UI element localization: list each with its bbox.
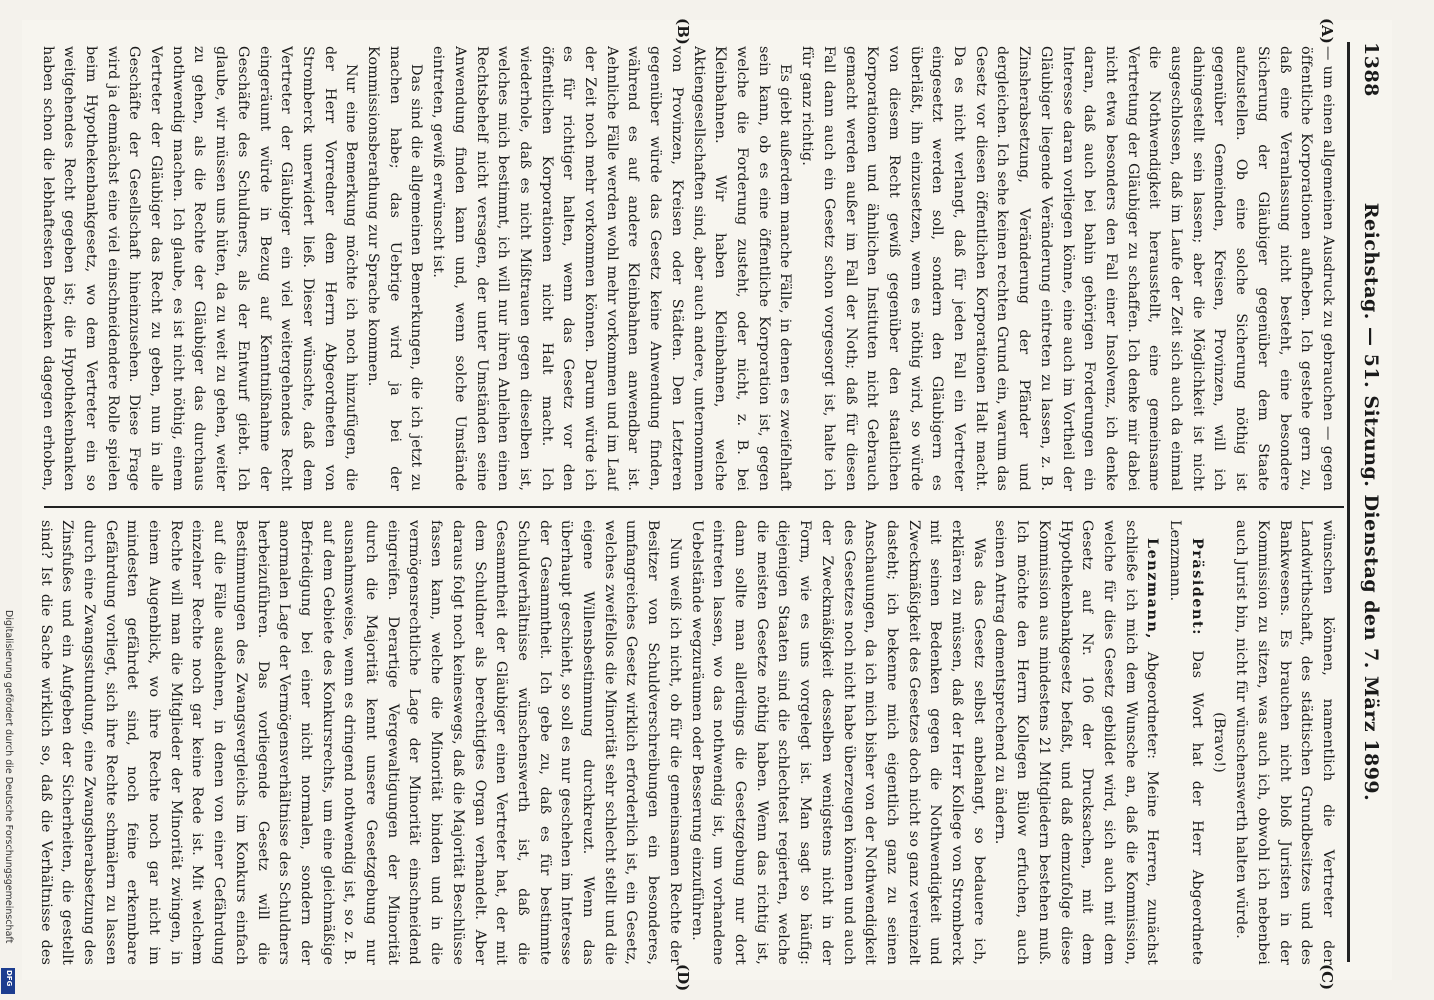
left-paragraph: Nur eine Bemerkung möchte ich noch hinzufügen, die der Herr Vorredner dem Herrn Abgeordneten von Stromberck unerwidert ließ. Dieser wünschte, daß dem Vertreter der Gläubiger ein viel weitergehendes Recht eingeräumt würde in Bezug auf Kenntnißnahme der Geschäfte des Schuldners, als der Entwurf giebt. Ich glaube, wir müssen uns hüten, da zu weit zu gehen, weiter zu gehen, als die Rechte der Gläubiger das durchaus nothwendig machen. Ich glaube, es ist nicht nöthig, einem Vertreter der Gläubiger das Recht zu geben, nun in alle Geschäfte der Gesellschaft hineinzusehen. Diese Frage wird ja demnächst eine viel einschneidendere Rolle spielen beim Hypothekenbankgesetz, wo dem Vertreter ein so weitgehendes Recht gegeben ist; die Hypothekenbanken haben schon die lebhaftesten Bedenken dagegen erhoben,	[39, 46, 360, 491]
left-paragraph: — um einen allgemeinen Ausdruck zu gebrauchen — gegen öffentliche Korporationen aufheben. Ich gestehe gern zu, daß eine Veranlassung nicht besteht, eine besondere Sicherung der Gläubiger gegenüber dem Staate aufzustellen. Ob eine solche Sicherung nöthig ist gegenüber Gemeinden, Kreisen, Provinzen, will ich dahingestellt sein lassen; aber die Möglichkeit ist nicht ausgeschlossen, daß im Laufe der Zeit sich auch da einmal die Nothwendigkeit herausstellt, eine gemeinsame Vertretung der Gläubiger zu schaffen. Ich denke mir dabei nicht etwa besonders den Fall einer Insolvenz, ich denke daran, daß auch bei bahin gehörigen Forderungen ein Interesse daran vorliegen könne, eine auch im Vortheil der Gläubiger liegende Veränderung eintreten zu lassen, z. B. Zinsherabsetzung, Veränderung der Pfänder und dergleichen. Ich sehe keinen rechten Grund ein, warum das Gesetz vor diesen öffentlichen Korporationen Halt macht. Da es nicht verlangt, daß für jeden Fall ein Vertreter eingesetzt werden soll, sondern den Gläubigern es überläßt, ihn einzusetzen, wenn es nöthig wird, so würde von diesem Recht gewiß gegenüber den staatlichen Korporationen und ähnlichen Instituten nicht Gebrauch gemacht werden außer im Fall der Noth; daß für diesen Fall dann auch ein Gesetz schon vorgesorgt ist, halte ich für ganz richtig.	[799, 46, 1336, 491]
page-header	[1350, 42, 1390, 962]
margin-mark-c: (C)	[1318, 964, 1336, 991]
president-paragraph	[1163, 520, 1207, 965]
margin-mark-a: (A)	[1318, 18, 1336, 44]
right-paragraph: Nun weiß ich nicht, ob für die gemeinsamen Rechte der Besitzer von Schuldverschreibungen ein besonderes, umfangreiches Gesetz wirklich erforderlich ist, ein Gesetz, welches zweifellos die Minorität sehr schlecht stellt und die eigene Willensbestimmung durchkreuzt. Wenn das überhaupt geschieht, so soll es nur geschehen im Interesse der Gesammtheit. Ich gebe zu, daß es für bestimmte Schuldverhältnisse wünschenswerth ist, daß die Gesammtheit der Gläubiger einen Vertreter hat, der mit dem Schuldner als berechtigtes Organ verhandelt. Aber daraus folgt noch keineswegs, daß die Majorität Beschlüsse fassen kann, welche die Minorität binden und in die vermögensrechtliche Lage der Minorität einschneidend eingreifen. Derartige Vergewaltigungen der Minorität durch die Majorität kennt unsere Gesetzgebung nur ausnahmsweise, wenn es dringend nothwendig ist, so z. B. auf dem Gebiete des Konkursrechts, um eine gleichmäßige Befriedigung bei einer nicht normalen, sondern der anormalen Lage der Vermögensverhältnisse des Schuldners herbeizuführen. Das vorliegende Gesetz will die Bestimmungen des Zwangsvergleichs im Konkurs einfach auf die Fälle ausdehnen, in denen von einer Gefährdung einzelner Rechte noch gar keine Rede ist. Mit welchem Rechte will man die Mitglieder der Minorität zwingen, in einem Augenblick, wo ihre Rechte noch gar nicht im mindesten gefährdet sind, noch feine erkennbare Gefährdung vorliegt, sich ihre Rechte schmälern zu lassen durch eine Zwangsstundung, eine Zwangsherabsetzung des Zinsfußes und ein Aufgeben der Sicherheiten, die gestellt sind? Ist die Sache wirklich so, daß die Verhältnisse des	[38, 520, 683, 965]
lenzmann-paragraph	[989, 520, 1164, 965]
right-paragraph: wünschen können, namentlich die Vertreter der Landwirthschaft, des städtischen Grundbesitzes und des Bankwesens. Es brauchen nicht bloß Juristen in der Kommission zu sitzen, was auch ich, obwohl ich nebenbei auch Jurist bin, nicht für wünschenswerth halten würde.	[1233, 520, 1336, 965]
left-column	[38, 46, 1338, 491]
page-number: 1388	[1360, 42, 1382, 97]
dfg-logo-text: DFG	[5, 970, 13, 987]
column-divider	[44, 506, 1344, 508]
lenzmann-first-text: Abgeordneter: Meine Herren, zunächst schließe ich mich dem Wunsche an, daß die Kommission, welche für dies Gesetz gebildet wird, sich auch mit dem Gesetz auf Nr. 106 der Drucksachen, mit dem Hypothekenbankgesetz befaßt, und daß demzufolge diese Kommission aus mindestens 21 Mitgliedern bestehen muß. Ich möchte den Herrn Kollegen Bülow erfuchen, auch seinen Antrag dementsprechend zu ändern.	[992, 520, 1161, 965]
digitization-credit	[2, 610, 16, 1000]
right-column	[38, 520, 1338, 965]
page-title: Reichstag. — 51. Sitzung. Dienstag den 7. März 1899.	[1360, 202, 1382, 802]
left-paragraph: Es giebt außerdem manche Fälle, in denen es zweifelhaft sein kann, ob es eine öffentliche Korporation ist, gegen welche die Forderung zusteht, oder nicht, z. B. bei Kleinbahnen. Wir haben Kleinbahnen, welche Aktiengesellschaften sind, aber auch andere, unternommen von Provinzen, Kreisen oder Städten. Den Letzteren gegenüber würde das Gesetz keine Anwendung finden, während es auf andere Kleinbahnen anwendbar ist. Aehnliche Fälle werden wohl mehr vorkommen und im Lauf der Zeit noch mehr vorkommen können. Darum würde ich es für richtiger halten, wenn das Gesetz vor den öffentlichen Korporationen nicht Halt macht. Ich wiederhole, daß es nicht Mißtrauen gegen dieselben ist, welches mich bestimmt, ich will nur ihren Anleihen einen Rechtsbehelf nicht versagen, der unter Umständen seine Anwendung finden kann und, wenn solche Umstände eintreten, gewiß erwünscht ist.	[430, 46, 794, 491]
left-paragraph: Das sind die allgemeinen Bemerkungen, die ich jetzt zu machen habe; das Uebrige wird ja bei der Kommissionsberathung zur Sprache kommen.	[365, 46, 425, 491]
header-rule	[1347, 42, 1350, 962]
speaker-lenzmann: Lenzmann,	[1144, 538, 1162, 640]
right-paragraph: Was das Gesetz selbst anbelangt, so bedauere ich, erklären zu müssen, daß der Herr Kollege von Stromberck mit seinen Bedenken gegen die Nothwendigkeit und Zweckmäßigkeit des Gesetzes doch nicht so ganz vereinzelt dasteht; ich bekenne mich eigentlich ganz zu seinen Anschauungen, da ich mich bisher von der Nothwendigkeit des Gesetzes noch nicht habe überzeugen können und auch der Zweckmäßigkeit desselben wenigstens nicht in der Form, wie es uns vorgelegt ist. Man sagt so häufig: diejenigen Staaten sind die schlechtest regierten, welche die meisten Gesetze nöthig haben. Wenn das richtig ist, dann sollte man allerdings die Gesetzgebung nur dort eintreten lassen, wo das nothwendig ist, um vorhandene Uebelstände wegzuräumen oder Besserung einzuführen.	[688, 520, 987, 965]
dfg-logo	[1, 968, 15, 994]
president-text: Das Wort hat der Herr Abgeordnete Lenzmann.	[1167, 520, 1205, 965]
credit-text: Digitalisierung gefördert durch die Deutsche Forschungsgemeinschaft	[3, 610, 14, 944]
margin-mark-b: (B)	[674, 18, 692, 45]
margin-mark-d: (D)	[674, 964, 692, 992]
speaker-president: Präsident:	[1188, 538, 1206, 636]
newspaper-page	[22, 18, 1392, 992]
applause-note: (Bravo!)	[1211, 712, 1228, 773]
